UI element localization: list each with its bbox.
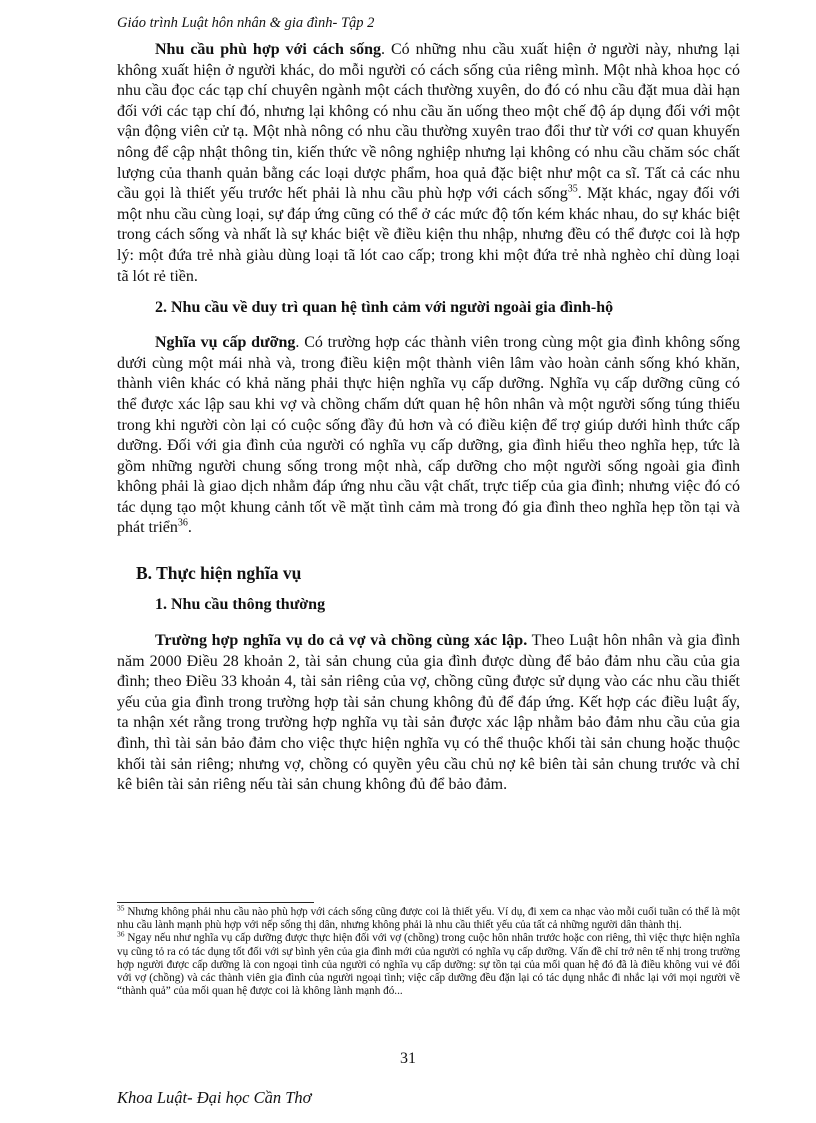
footnote-ref-35[interactable]: 35: [567, 183, 578, 195]
subheading-1: 1. Nhu cầu thông thường: [155, 596, 326, 614]
paragraph-cach-song: [117, 40, 740, 287]
paragraph-text: .: [187, 519, 192, 537]
footnote-text: Ngay nếu như nghĩa vụ cấp dưỡng được thực hiện đối với vợ (chồng) trong cuộc hôn nhân trước hoặc con riêng, thì việc thực hiện nghĩa vụ cũng tỏ ra có tác dụng tốt đối với sự bình yên của gia đình mới của người có nghĩa vụ cấp dưỡng. Vấn đề chỉ trở nên tế nhị trong trường hợp người được cấp dưỡng là con ngoại tình của người có nghĩa vụ cấp dưỡng: sự tồn tại của mối quan hệ đó đã là điều không vui vẻ đối với vợ (chồng) và các thành viên gia đình của người ngoại tình; việc cấp dưỡng đều đặn lại có tác dụng nhắc đi nhắc lại với mọi người về “thành quả” của mối quan hệ được coi là không lành mạnh đó...: [117, 932, 740, 998]
paragraph-text: . Có trường hợp các thành viên trong cùng một gia đình không sống dưới cùng một mái nhà và, trong điều kiện một thành viên lâm vào hoàn cảnh sống khó khăn, thành viên khác có khả năng phải thực hiện nghĩa vụ cấp dưỡng. Nghĩa vụ cấp dưỡng cũng có thể được xác lập sau khi vợ và chồng chấm dứt quan hệ hôn nhân và một người sống túng thiếu trong khi người còn lại có cuộc sống đầy đủ hơn và có điều kiện để trợ giúp dưới hình thức cấp dưỡng. Đối với gia đình của người có nghĩa vụ cấp dưỡng, gia đình hiểu theo nghĩa hẹp, tức là gồm những người chung sống trong một nhà, cấp dưỡng cho một người sống ngoài gia đình không phải là giao dịch nhằm đáp ứng nhu cầu vật chất, trực tiếp của gia đình; nhưng việc đó có tác dụng tạo một khung cảnh tốt về mặt tình cảm mà trong đó gia đình theo nghĩa hẹp tồn tại và phát triển: [117, 334, 740, 537]
paragraph-lead: Nghĩa vụ cấp dưỡng: [155, 334, 296, 352]
subheading-2: 2. Nhu cầu về duy trì quan hệ tình cảm với người ngoài gia đình-hộ: [155, 299, 614, 317]
footnote-number: 36: [117, 929, 125, 939]
paragraph-nghia-vu: [117, 631, 740, 796]
footnote-35: [117, 903, 740, 932]
footnote-text: Nhưng không phải nhu cầu nào phù hợp với cách sống cũng được coi là thiết yếu. Ví dụ, đi xem ca nhạc vào mỗi cuối tuần có thể là một nhu cầu lành mạnh phù hợp với nếp sống thị dân, nhưng không phải là nhu cầu thiết yếu của tất cả những người dân thành thị.: [117, 906, 740, 932]
section-heading-b: B. Thực hiện nghĩa vụ: [136, 563, 302, 584]
running-header: Giáo trình Luật hôn nhân & gia đình- Tập 2: [117, 15, 375, 31]
main-content: [117, 40, 740, 796]
page-number: 31: [400, 1050, 416, 1067]
running-footer: Khoa Luật- Đại học Cần Thơ: [117, 1088, 312, 1107]
footnotes: [117, 903, 740, 998]
paragraph-text: . Có những nhu cầu xuất hiện ở người này, nhưng lại không xuất hiện ở người khác, do mỗi người có cách sống của riêng mình. Một nhà khoa học có nhu cầu đọc các tạp chí chuyên ngành một cách thường xuyên, do đó có nhu cầu đặt mua dài hạn đối với các tạp chí đó, nhưng lại không có nhu cầu ăn uống theo một chế độ áp dụng đối với một vận động viên cử tạ. Một nhà nông có nhu cầu thường xuyên trao đổi thư từ với cơ quan khuyến nông để cập nhật thông tin, kiến thức về nông nghiệp nhưng lại không có nhu cầu chăm sóc chất lượng của thanh quản bằng các loại dược phẩm, hoa quả đặc biệt như một ca sĩ. Tất cả các nhu cầu gọi là thiết yếu trước hết phải là nhu cầu phù hợp với cách sống: [117, 41, 741, 203]
footnote-ref-36[interactable]: 36: [177, 518, 188, 530]
footnote-number: 35: [117, 903, 125, 913]
paragraph-text: . Mặt khác, ngay đối với một nhu cầu cùng loại, sự đáp ứng cũng có thể ở các mức độ tốn kém khác nhau, do sự khác biệt trong cách sống và nhất là sự khác biệt về điều kiện thu nhập, nhưng đều có thể được coi là hợp lý: một đứa trẻ nhà giàu dùng loại tã lót cao cấp; trong khi một đứa trẻ nhà nghèo chỉ dùng loại tã lót rẻ tiền.: [117, 185, 740, 285]
footnote-36: [117, 929, 740, 998]
paragraph-cap-duong: [117, 333, 740, 539]
footnote-separator: [117, 902, 314, 903]
paragraph-lead: Nhu cầu phù hợp với cách sống: [155, 41, 382, 58]
paragraph-text: Theo Luật hôn nhân và gia đình năm 2000 Điều 28 khoản 2, tài sản chung của gia đình được dùng để bảo đảm nhu cầu của gia đình; theo Điều 33 khoản 4, tài sản riêng của vợ, chồng cũng được sử dụng vào các nhu cầu thiết yếu của gia đình trong trường hợp tài sản chung không đủ để đáp ứng. Kết hợp các điều luật ấy, ta nhận xét rằng trong trường hợp nghĩa vụ tài sản được xác lập nhằm bảo đảm nhu cầu của gia đình, thì tài sản bảo đảm cho việc thực hiện nghĩa vụ có thể thuộc khối tài sản chung hoặc thuộc khối tài sản riêng; nhưng vợ, chồng có quyền yêu cầu chủ nợ kê biên tài sản chung trước và chỉ kê biên tài sản riêng nếu tài sản chung không đủ để bảo đảm.: [117, 632, 741, 794]
paragraph-lead: Trường hợp nghĩa vụ do cả vợ và chồng cùng xác lập.: [155, 632, 528, 650]
